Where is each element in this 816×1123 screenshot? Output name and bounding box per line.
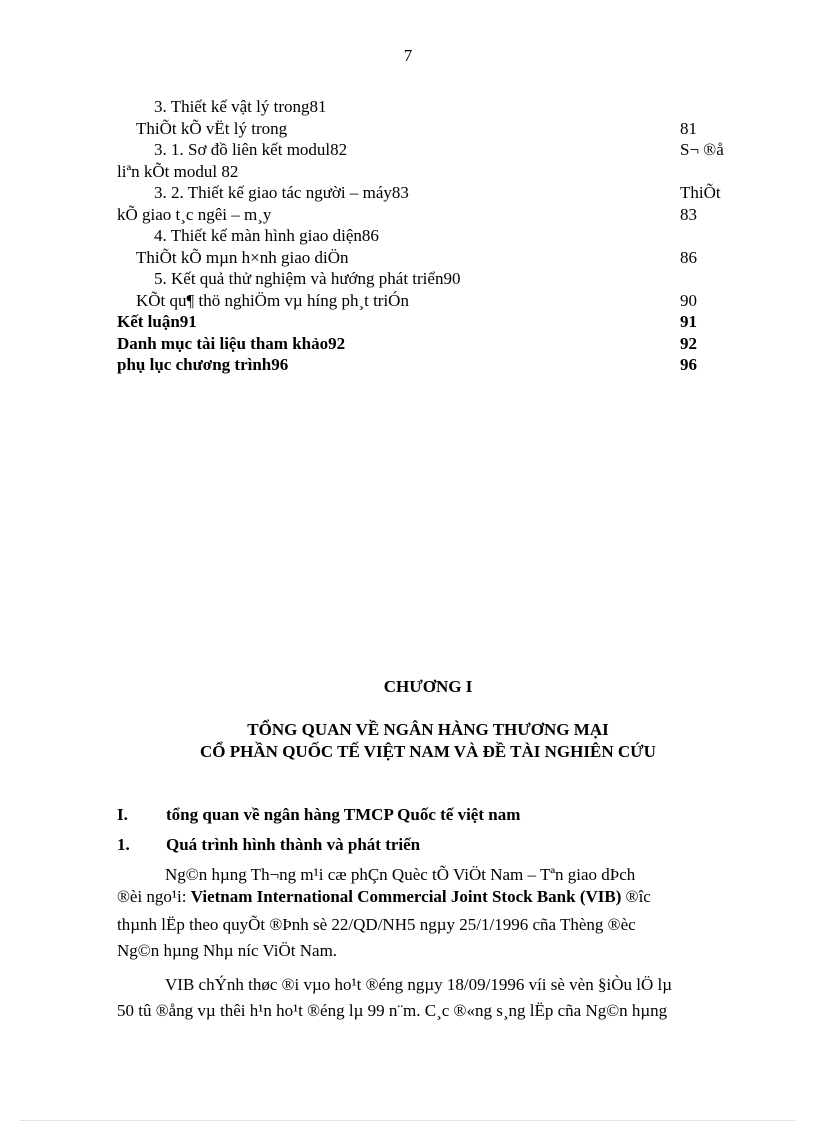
paragraph-line: 50 tû ®ång vµ thêi h¹n ho¹t ®éng lµ 99 n¨m. C¸c ®«ng s¸ng lËp cña Ng©n hµng — [117, 1001, 668, 1020]
toc-line: Danh mục tài liệu tham khảo92 — [117, 334, 346, 353]
toc-page-number: 83 — [680, 205, 697, 224]
toc-page-number: 92 — [680, 334, 697, 353]
bank-english-name: Vietnam International Commercial Joint Stock Bank (VIB) — [190, 887, 622, 906]
toc-page-number: 90 — [680, 291, 697, 310]
toc-page-number: ThiÕt — [680, 183, 721, 202]
paragraph-text: ®èi ngo¹i: — [117, 887, 191, 906]
paragraph-line: Ng©n hµng Nhµ níc ViÖt Nam. — [117, 941, 338, 960]
toc-line: KÕt qu¶ thö nghiÖm vµ híng ph¸t triÓn — [136, 291, 409, 310]
section-title: tổng quan về ngân hàng TMCP Quốc tế việt nam — [166, 805, 521, 824]
toc-line: kÕ giao t¸c ngêi – m¸y — [117, 205, 272, 224]
paragraph-line: Ng©n hµng Th¬ng m¹i cæ phÇn Quèc tÕ ViÖt Nam – Tªn giao dÞch — [165, 865, 636, 884]
toc-line: 4. Thiết kế màn hình giao diện86 — [154, 226, 379, 245]
toc-line: 3. 2. Thiết kế giao tác người – máy83 — [154, 183, 409, 202]
section-number: I. — [117, 805, 128, 824]
subsection-number: 1. — [117, 835, 130, 854]
page-number: 7 — [403, 46, 413, 65]
paragraph-line: VIB chÝnh thøc ®i vµo ho¹t ®éng ngµy 18/09/1996 víi sè vèn §iÒu lÖ lµ — [165, 975, 672, 994]
toc-page-number: 96 — [680, 355, 697, 374]
toc-line: ThiÕt kÕ vËt lý trong — [136, 119, 288, 138]
chapter-title-line2: CỔ PHẦN QUỐC TẾ VIỆT NAM VÀ ĐỀ TÀI NGHIÊN CỨU — [200, 742, 656, 761]
toc-line: ThiÕt kÕ mµn h×nh giao diÖn — [136, 248, 349, 267]
toc-line: 3. Thiết kế vật lý trong81 — [154, 97, 327, 116]
chapter-label: CHƯƠNG I — [383, 677, 473, 696]
toc-line: phụ lục chương trình96 — [117, 355, 289, 374]
toc-line: liªn kÕt modul 82 — [117, 162, 239, 181]
toc-page-number: S¬ ®å — [680, 140, 724, 159]
toc-line: Kết luận91 — [117, 312, 197, 331]
subsection-title: Quá trình hình thành và phát triển — [166, 835, 421, 854]
chapter-title-line1: TỔNG QUAN VỀ NGÂN HÀNG THƯƠNG MẠI — [247, 720, 609, 739]
toc-line: 5. Kết quả thử nghiệm và hướng phát triển90 — [154, 269, 461, 288]
paragraph-text: ®îc — [621, 887, 651, 906]
toc-line: 3. 1. Sơ đồ liên kết modul82 — [154, 140, 348, 159]
paragraph-line: thµnh lËp theo quyÕt ®Þnh sè 22/QD/NH5 ngµy 25/1/1996 cña Thèng ®èc — [117, 915, 636, 934]
toc-page-number: 81 — [680, 119, 697, 138]
paragraph-line — [117, 887, 739, 907]
toc-page-number: 86 — [680, 248, 697, 267]
page-bottom-divider — [20, 1120, 796, 1121]
toc-page-number: 91 — [680, 312, 697, 331]
